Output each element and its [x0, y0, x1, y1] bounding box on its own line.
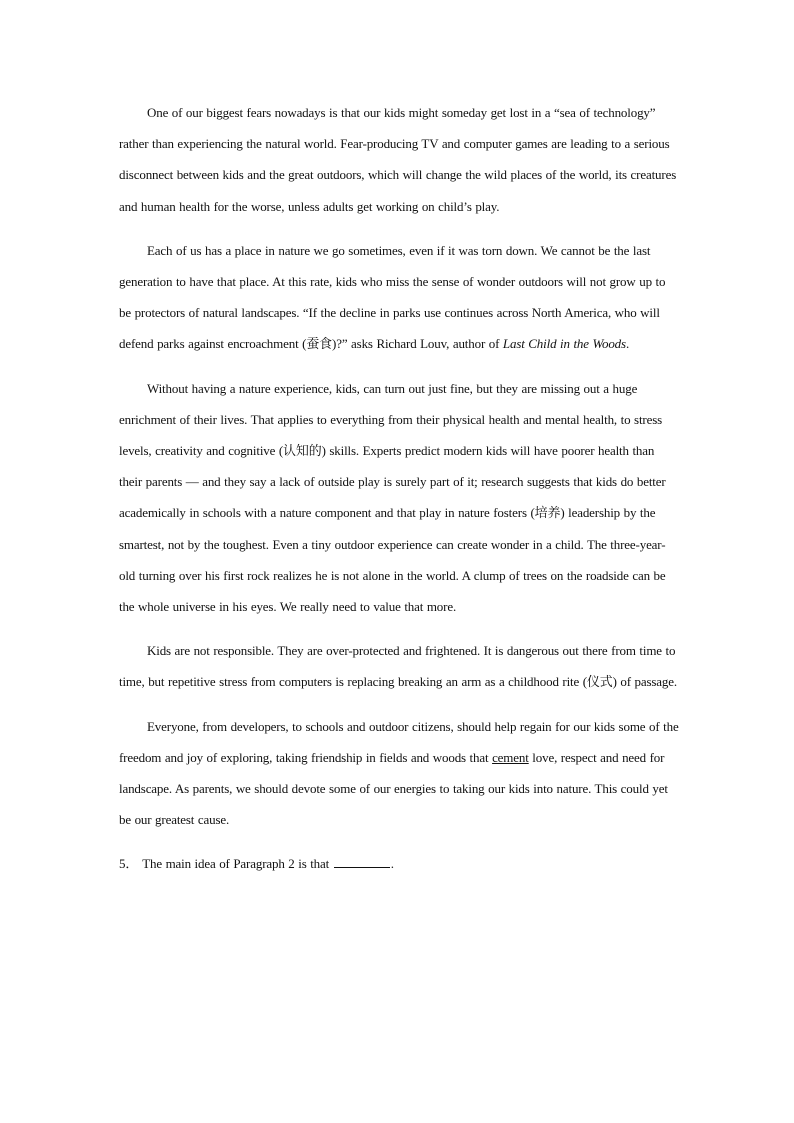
paragraph-2-end: . [625, 336, 630, 352]
paragraph-5-text-end: love, respect and need for landscape. As parents, we should devote some of our energies to taking our kids into nature. This could yet be our greatest cause. [119, 749, 668, 828]
paragraph-2-text: Each of us has a place in nature we go sometimes, even if it was torn down. We cannot be the last generation to have that place. At this rate, kids who miss the sense of wonder outdoors will not grow up to be protectors of natural landscapes. “If the decline in parks use continues across North America, who will defend parks against encroachment (蚕食)?” asks Richard Louv, author of [119, 242, 666, 352]
question-5 [119, 848, 679, 879]
paragraph-4: Kids are not responsible. They are over-protected and frightened. It is dangerous out there from time to time, but repetitive stress from computers is replacing breaking an arm as a childhood rite (仪式) of passage. [119, 643, 677, 690]
paragraph-3: Without having a nature experience, kids, can turn out just fine, but they are missing out a huge enrichment of their lives. That applies to everything from their physical health and mental health, to stress levels, creativity and cognitive (认知的) skills. Experts predict modern kids will have poorer health than their parents — and they say a lack of outside play is surely part of it; research suggests that kids do better academically in schools with a nature component and that play in nature fosters (培养) leadership by the smartest, not by the toughest. Even a tiny outdoor experience can create wonder in a child. The three-year-old turning over his first rock realizes he is not alone in the world. A clump of trees on the roadside can be the whole universe in his eyes. We really need to value that more. [119, 380, 666, 615]
paragraph-5-text: Everyone, from developers, to schools and outdoor citizens, should help regain for our kids some of the freedom and joy of exploring, taking friendship in fields and woods that [119, 718, 679, 765]
question-end: . [390, 856, 394, 872]
paragraph-1: One of our biggest fears nowadays is that our kids might someday get lost in a “sea of technology” rather than experiencing the natural world. Fear-producing TV and computer games are leading to a serious disconnect between kids and the great outdoors, which will change the wild places of the world, its creatures and human health for the worse, unless adults get working on child’s play. [119, 105, 677, 214]
answer-blank[interactable] [334, 855, 390, 868]
paragraph-5 [119, 711, 679, 836]
book-title: Last Child in the Woods [502, 336, 626, 352]
underlined-word: cement [492, 749, 529, 765]
question-text: The main idea of Paragraph 2 is that [142, 856, 330, 872]
paragraph-2 [119, 235, 679, 360]
question-number: 5． [119, 856, 139, 872]
document-page [119, 97, 679, 880]
